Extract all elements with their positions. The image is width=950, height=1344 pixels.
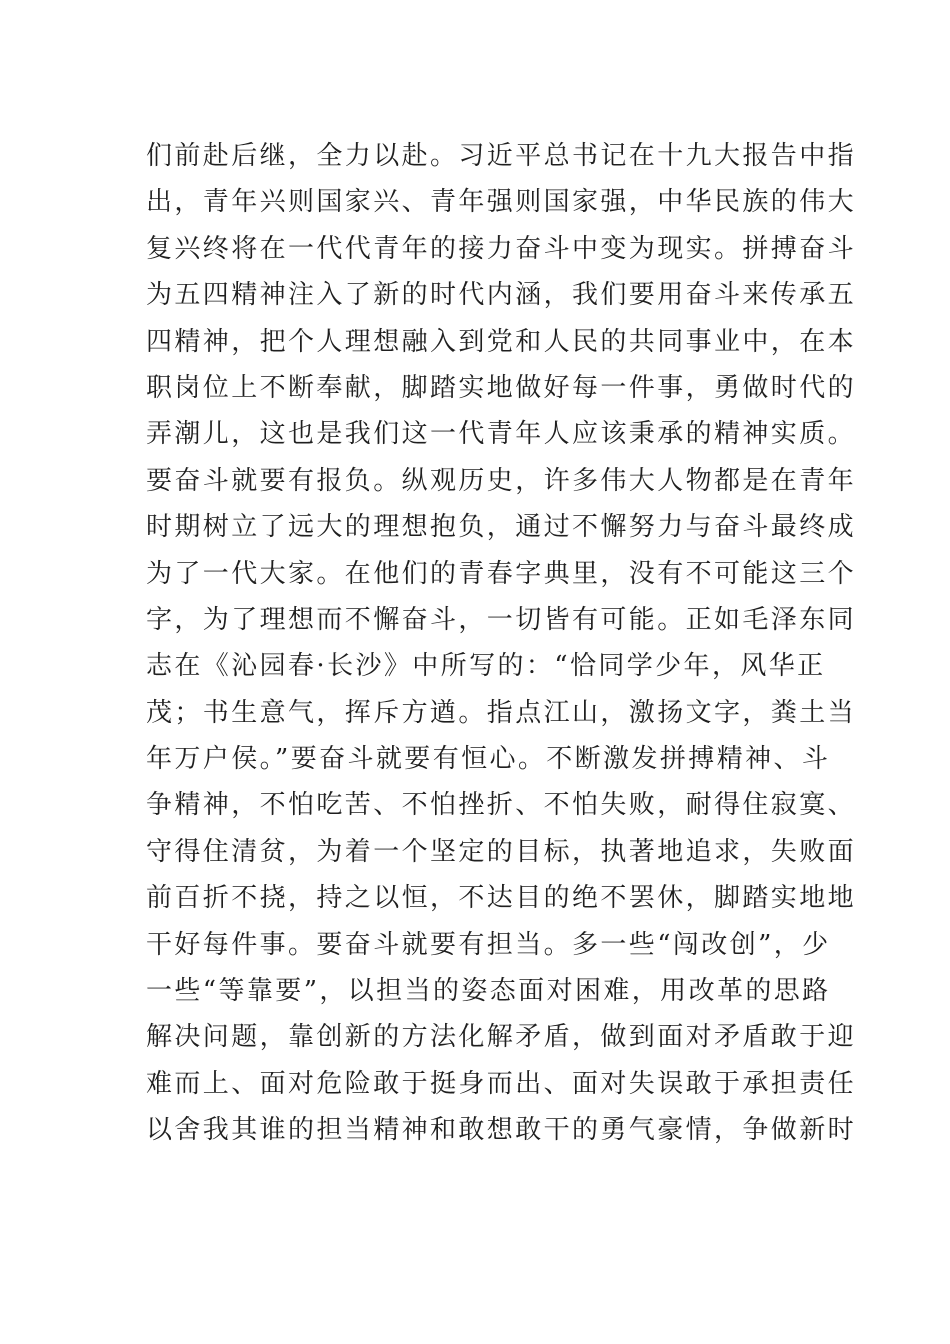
text-line: 难而上、面对危险敢于挺身而出、面对失误敢于承担责任 [146, 1068, 857, 1099]
text-line: 争精神，不怕吃苦、不怕挫折、不怕失败，耐得住寂寞、 [146, 790, 857, 821]
text-line: 解决问题，靠创新的方法化解矛盾，做到面对矛盾敢于迎 [146, 1022, 857, 1053]
text-line: 职岗位上不断奉献，脚踏实地做好每一件事，勇做时代的 [146, 372, 857, 403]
text-line: 四精神，把个人理想融入到党和人民的共同事业中，在本 [146, 326, 857, 357]
text-line: 为五四精神注入了新的时代内涵，我们要用奋斗来传承五 [146, 280, 857, 311]
text-line: 复兴终将在一代代青年的接力奋斗中变为现实。拼搏奋斗 [146, 233, 857, 264]
text-line: 要奋斗就要有报负。纵观历史，许多伟大人物都是在青年 [146, 465, 857, 496]
text-line: 干好每件事。要奋斗就要有担当。多一些“闯改创”，少 [146, 929, 831, 960]
text-line: 前百折不挠，持之以恒，不达目的绝不罢休，脚踏实地地 [146, 883, 857, 914]
text-line: 守得住清贫，为着一个坚定的目标，执著地追求，失败面 [146, 836, 857, 867]
text-line: 一些“等靠要”，以担当的姿态面对困难，用改革的思路 [146, 976, 831, 1007]
text-line: 时期树立了远大的理想抱负，通过不懈努力与奋斗最终成 [146, 512, 857, 543]
text-line: 年万户侯。”要奋斗就要有恒心。不断激发拼搏精神、斗 [146, 744, 831, 775]
text-line: 茂；书生意气，挥斥方遒。指点江山，激扬文字，粪土当 [146, 697, 857, 728]
text-line: 字，为了理想而不懈奋斗，一切皆有可能。正如毛泽东同 [146, 604, 857, 635]
text-line: 弄潮儿，这也是我们这一代青年人应该秉承的精神实质。 [146, 419, 857, 450]
text-line: 志在《沁园春·长沙》中所写的：“恰同学少年，风华正 [146, 651, 826, 682]
text-line: 以舍我其谁的担当精神和敢想敢干的勇气豪情，争做新时 [146, 1115, 857, 1146]
text-line: 出，青年兴则国家兴、青年强则国家强，中华民族的伟大 [146, 187, 857, 218]
body-text [146, 133, 857, 1154]
text-line: 为了一代大家。在他们的青春字典里，没有不可能这三个 [146, 558, 857, 589]
text-line: 们前赴后继，全力以赴。习近平总书记在十九大报告中指 [146, 141, 857, 171]
